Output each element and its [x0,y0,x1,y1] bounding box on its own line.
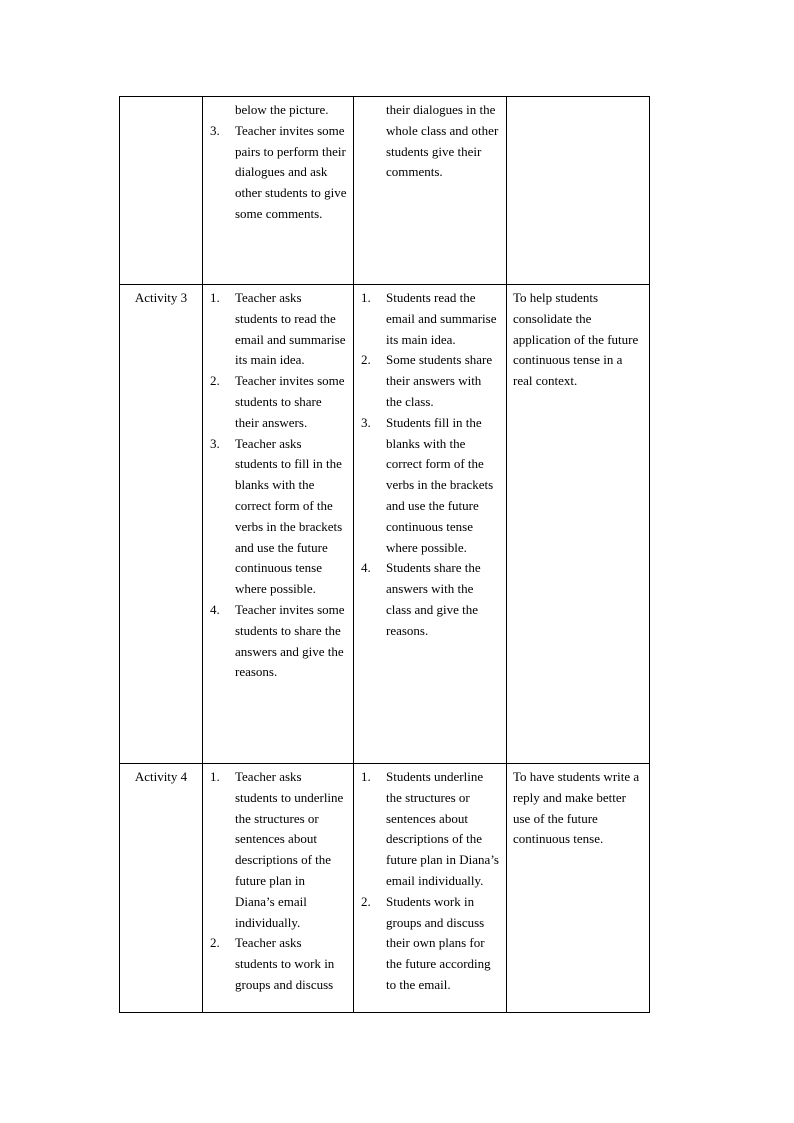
purpose-cell: To help students consolidate the application of the future continuous tense in a real context. [507,285,650,764]
lesson-plan-table [119,96,650,1013]
list-item: 2. Teacher asks students to work in groups and discuss [210,935,335,992]
student-activities [354,285,507,764]
list-item: 1. Teacher asks students to underline the structures or sentences about descriptions of the future plan in Diana’s email individually. [210,769,344,930]
list-item: 2. Students work in groups and discuss their own plans for the future according to the email. [361,893,491,992]
list-item: 3. Teacher invites some pairs to perform their dialogues and ask other students to give some comments. [210,122,347,221]
teacher-activities [203,285,354,764]
student-activities [354,97,507,285]
teacher-activities [203,97,354,285]
activity-label: Activity 3 [120,285,203,764]
list-item: 1. Students read the email and summarise its main idea. [361,290,497,347]
student-activities [354,764,507,1013]
list-item: 4. Teacher invites some students to share the answers and give the reasons. [210,601,345,680]
table-row [120,97,650,285]
list-item: their dialogues in the whole class and other students give their comments. [386,102,499,180]
list-item: 4. Students share the answers with the class and give the reasons. [361,560,481,638]
table-row [120,285,650,764]
list-item: 2. Teacher invites some students to share their answers. [210,373,345,430]
table-row [120,764,650,1013]
list-item: below the picture. [235,102,329,117]
purpose-cell [507,97,650,285]
activity-label: Activity 4 [120,764,203,1013]
list-item: 3. Teacher asks students to fill in the blanks with the correct form of the verbs in the brackets and use the future continuous tense where possible. [210,435,343,597]
list-item: 3. Students fill in the blanks with the correct form of the verbs in the brackets and use the future continuous tense where possible. [361,414,494,555]
list-item: 1. Students underline the structures or sentences about descriptions of the future plan in Diana’s email individually. [361,769,499,888]
purpose-cell: To have students write a reply and make better use of the future continuous tense. [507,764,650,1013]
teacher-activities [203,764,354,1013]
list-item: 2. Some students share their answers with the class. [361,352,493,409]
list-item: 1. Teacher asks students to read the email and summarise its main idea. [210,290,346,368]
activity-label [120,97,203,285]
